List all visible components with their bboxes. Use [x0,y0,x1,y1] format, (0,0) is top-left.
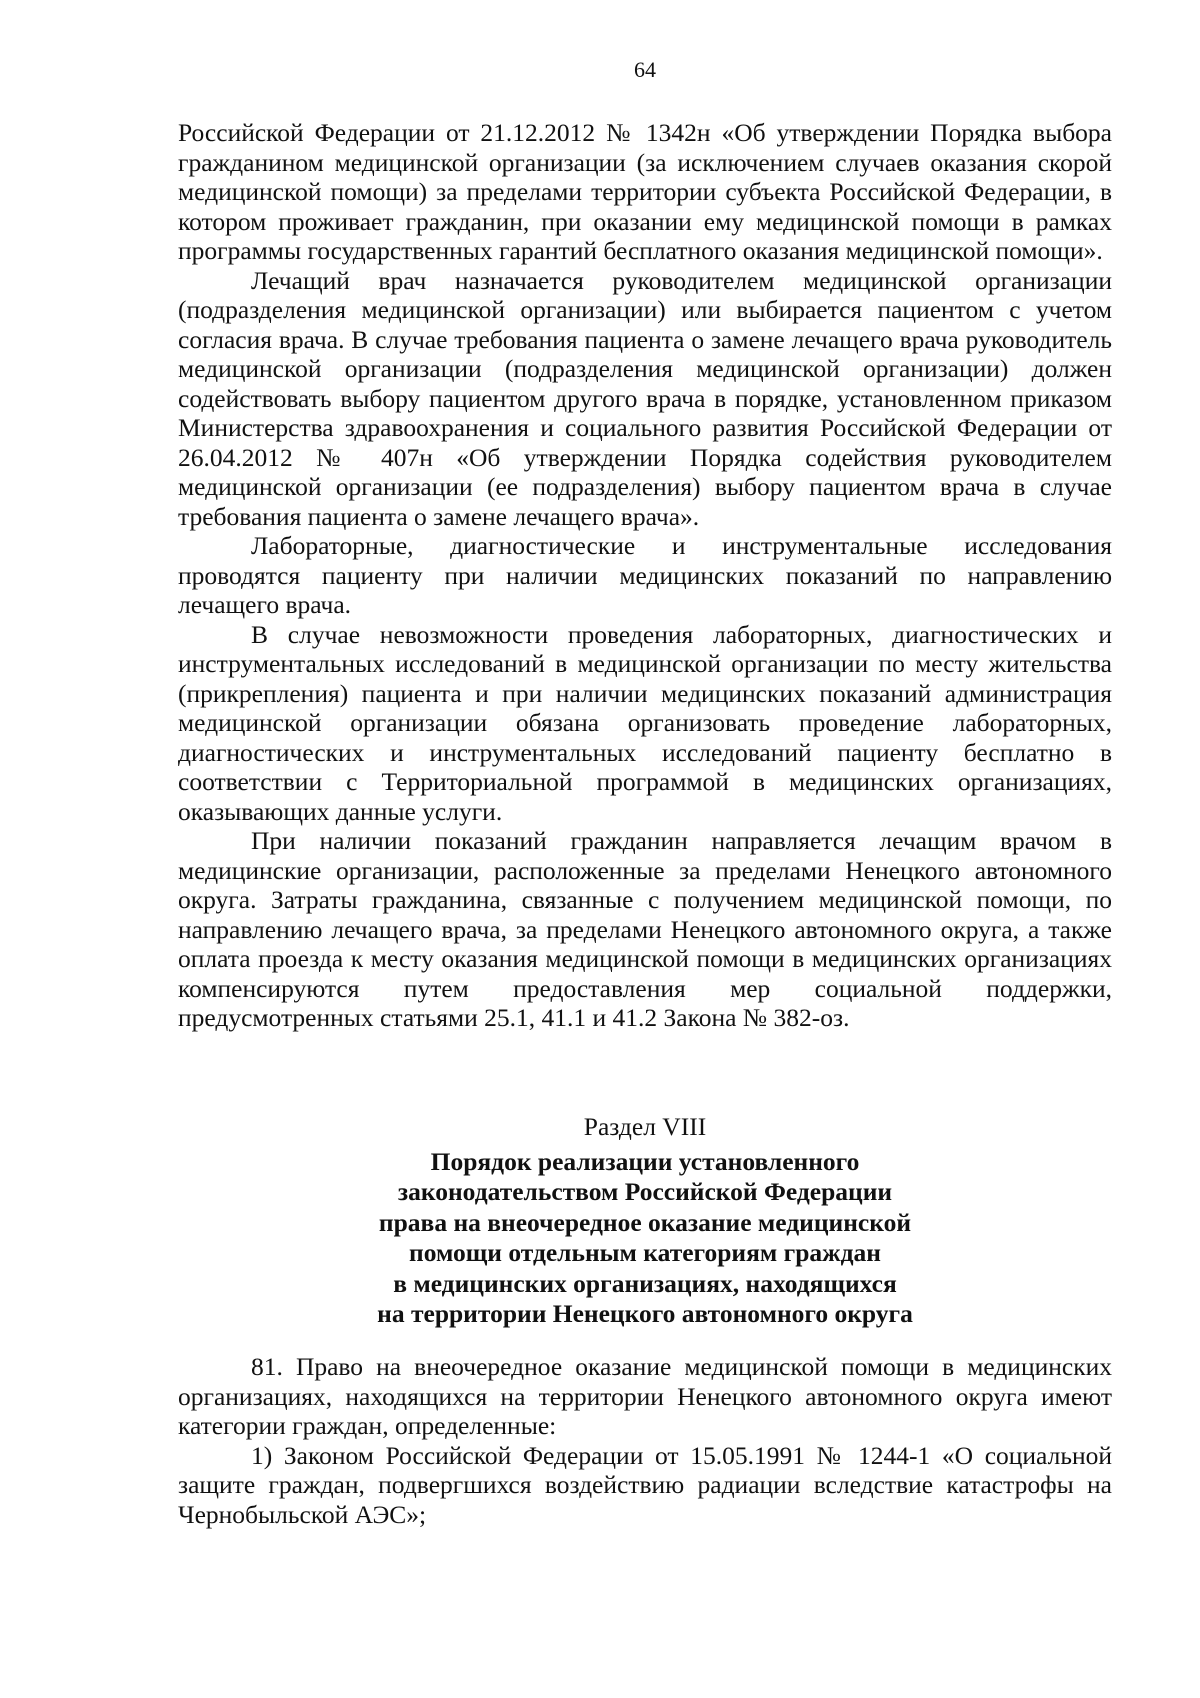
page-number: 64 [634,57,656,82]
section-heading [178,1112,1112,1330]
body-text-top [178,118,1112,1033]
paragraph-referral-outside: При наличии показаний гражданин направляется лечащим врачом в медицинские организации, расположенные за пределами Ненецкого автономного округа. Затраты гражданина, связанные с получением медицинской помощи, по направлению лечащего врача, за пределами Ненецкого автономного округа, а также оплата проезда к месту оказания медицинской помощи в медицинских организациях компенсируются путем предоставления мер социальной поддержки, предусмотренных статьями 25.1, 41.1 и 41.2 Закона № 382-оз. [178,826,1112,1032]
section-title-line: законодательством Российской Федерации [397,1177,893,1206]
section-title-line: на территории Ненецкого автономного округа [377,1299,913,1328]
body-text-bottom [178,1352,1112,1529]
section-title [178,1147,1112,1330]
section-title-line: в медицинских организациях, находящихся [393,1268,897,1298]
section-label: Раздел VIII [583,1112,707,1141]
paragraph-lab-research: Лабораторные, диагностические и инструментальные исследования проводятся пациенту при наличии медицинских показаний по направлению лечащего врача. [178,531,1112,619]
paragraph-item-81: 81. Право на внеочередное оказание медицинской помощи в медицинских организациях, находящихся на территории Ненецкого автономного округа имеют категории граждан, определенные: [178,1352,1112,1440]
paragraph-research-impossible: В случае невозможности проведения лабораторных, диагностических и инструментальных исследований в медицинской организации по месту жительства (прикрепления) пациента и при наличии медицинских показаний администрация медицинской организации обязана организовать проведение лабораторных, диагностических и инструментальных исследований пациенту бесплатно в соответствии с Территориальной программой в медицинских организациях, оказывающих данные услуги. [178,619,1112,826]
section-title-line: права на внеочередное оказание медицинской [378,1207,912,1237]
paragraph-continuation: Российской Федерации от 21.12.2012 № 1342н «Об утверждении Порядка выбора гражданином медицинской организации (за исключением случаев оказания скорой медицинской помощи) за пределами территории субъекта Российской Федерации, в котором проживает гражданин, при оказании ему медицинской помощи в рамках программы государственных гарантий бесплатного оказания медицинской помощи». [178,118,1112,265]
section-title-line: Порядок реализации установленного [430,1146,860,1176]
paragraph-attending-doctor: Лечащий врач назначается руководителем медицинской организации (подразделения медицинской организации) или выбирается пациентом с учетом согласия врача. В случае требования пациента о замене лечащего врача руководитель медицинской организации (подразделения медицинской организации) должен содействовать выбору пациентом другого врача в порядке, установленном приказом Министерства здравоохранения и социального развития Российской Федерации от 26.04.2012 № 407н «Об утверждении Порядка содействия руководителем медицинской организации (ее подразделения) выбору пациентом врача в случае требования пациента о замене лечащего врача». [178,265,1112,531]
paragraph-subitem-1: 1) Законом Российской Федерации от 15.05.1991 № 1244-1 «О социальной защите граждан, подвергшихся воздействию радиации вследствие катастрофы на Чернобыльской АЭС»; [178,1440,1112,1529]
section-title-line: помощи отдельным категориям граждан [409,1238,881,1267]
